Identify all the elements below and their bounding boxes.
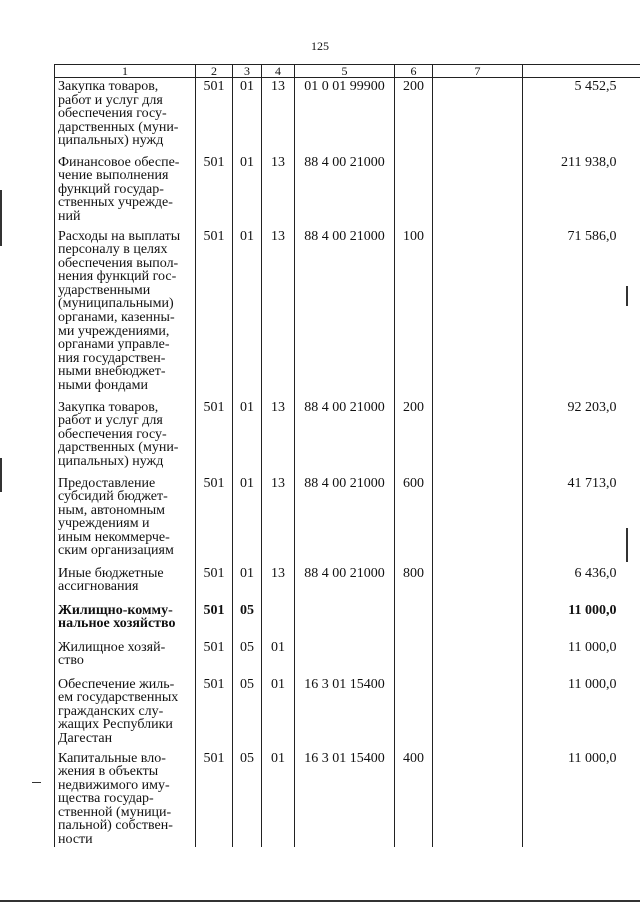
row-col7-cell bbox=[433, 602, 523, 639]
row-col5-cell: 88 4 00 21000 bbox=[295, 228, 395, 399]
row-amount-cell: 11 000,0 bbox=[523, 750, 640, 847]
row-col5-cell: 16 3 01 15400 bbox=[295, 676, 395, 750]
row-col3-cell: 05 bbox=[233, 676, 262, 750]
row-name-cell: Обеспечение жиль- ем государственных гражданских слу- жащих Республики Дагестан bbox=[55, 676, 196, 750]
row-amount-cell: 6 436,0 bbox=[523, 565, 640, 602]
row-col2-cell: 501 bbox=[196, 399, 233, 475]
row-name-cell: Закупка товаров, работ и услуг для обеспечения госу- дарственных (муни- ципальных) нужд bbox=[55, 78, 196, 154]
row-col7-cell bbox=[433, 565, 523, 602]
row-col5-cell: 88 4 00 21000 bbox=[295, 154, 395, 228]
row-col2-cell: 501 bbox=[196, 676, 233, 750]
row-amount-cell: 11 000,0 bbox=[523, 639, 640, 676]
row-col3-cell: 05 bbox=[233, 750, 262, 847]
table-row bbox=[55, 750, 640, 847]
header-col-8 bbox=[523, 65, 640, 78]
header-col-3: 3 bbox=[233, 65, 262, 78]
row-col5-cell bbox=[295, 639, 395, 676]
header-col-6: 6 bbox=[395, 65, 433, 78]
row-col4-cell bbox=[262, 602, 295, 639]
row-name-cell: Финансовое обеспе- чение выполнения функций государ- ственных учрежде- ний bbox=[55, 154, 196, 228]
row-col4-cell: 13 bbox=[262, 154, 295, 228]
row-col3-cell: 05 bbox=[233, 602, 262, 639]
header-col-2: 2 bbox=[196, 65, 233, 78]
budget-table bbox=[54, 64, 640, 847]
row-col6-cell: 400 bbox=[395, 750, 433, 847]
row-col6-cell bbox=[395, 676, 433, 750]
row-col6-cell bbox=[395, 602, 433, 639]
row-col4-cell: 13 bbox=[262, 78, 295, 154]
row-amount-cell: 11 000,0 bbox=[523, 676, 640, 750]
row-amount-cell: 11 000,0 bbox=[523, 602, 640, 639]
row-amount-cell: 92 203,0 bbox=[523, 399, 640, 475]
row-col3-cell: 01 bbox=[233, 78, 262, 154]
row-col5-cell: 88 4 00 21000 bbox=[295, 475, 395, 565]
row-col7-cell bbox=[433, 750, 523, 847]
row-amount-cell: 5 452,5 bbox=[523, 78, 640, 154]
row-col4-cell: 01 bbox=[262, 750, 295, 847]
row-col2-cell: 501 bbox=[196, 639, 233, 676]
row-col3-cell: 01 bbox=[233, 565, 262, 602]
row-name-cell: Предоставление субсидий бюджет- ным, автономным учреждениям и иным некоммерче- ским организациям bbox=[55, 475, 196, 565]
table-row bbox=[55, 602, 640, 639]
row-col7-cell bbox=[433, 676, 523, 750]
row-col3-cell: 01 bbox=[233, 228, 262, 399]
row-col4-cell: 13 bbox=[262, 399, 295, 475]
row-col2-cell: 501 bbox=[196, 750, 233, 847]
row-col2-cell: 501 bbox=[196, 154, 233, 228]
row-col4-cell: 13 bbox=[262, 565, 295, 602]
row-col3-cell: 05 bbox=[233, 639, 262, 676]
table-row bbox=[55, 475, 640, 565]
row-col3-cell: 01 bbox=[233, 399, 262, 475]
row-col7-cell bbox=[433, 639, 523, 676]
table-row bbox=[55, 228, 640, 399]
row-col6-cell: 800 bbox=[395, 565, 433, 602]
row-name-cell: Капитальные вло- жения в объекты недвижимого иму- щества государ- ственной (муници- пальной) собствен- ности bbox=[55, 750, 196, 847]
row-col2-cell: 501 bbox=[196, 602, 233, 639]
row-col6-cell: 200 bbox=[395, 78, 433, 154]
row-name-cell: Расходы на выплаты персоналу в целях обеспечения выпол- нения функций гос- ударственными (муниципальными) органами, казенны- ми учреждениями, органами управле- ния государствен- ными внебюджет- ными фондами bbox=[55, 228, 196, 399]
header-col-5: 5 bbox=[295, 65, 395, 78]
page-number: 125 bbox=[311, 39, 329, 53]
header-col-1: 1 bbox=[55, 65, 196, 78]
row-col2-cell: 501 bbox=[196, 228, 233, 399]
row-col7-cell bbox=[433, 78, 523, 154]
table-row bbox=[55, 565, 640, 602]
row-col5-cell: 88 4 00 21000 bbox=[295, 399, 395, 475]
table-row bbox=[55, 78, 640, 154]
left-edge-mark bbox=[0, 190, 2, 246]
budget-table-container bbox=[54, 64, 640, 847]
row-col6-cell: 200 bbox=[395, 399, 433, 475]
row-col6-cell bbox=[395, 154, 433, 228]
row-col7-cell bbox=[433, 228, 523, 399]
table-row bbox=[55, 399, 640, 475]
table-body bbox=[55, 78, 640, 847]
right-edge-mark bbox=[626, 528, 628, 562]
row-col7-cell bbox=[433, 475, 523, 565]
row-col6-cell: 600 bbox=[395, 475, 433, 565]
header-col-7: 7 bbox=[433, 65, 523, 78]
row-col4-cell: 13 bbox=[262, 228, 295, 399]
row-col6-cell: 100 bbox=[395, 228, 433, 399]
right-edge-mark bbox=[626, 286, 628, 306]
row-col5-cell: 88 4 00 21000 bbox=[295, 565, 395, 602]
table-row bbox=[55, 676, 640, 750]
table-row bbox=[55, 154, 640, 228]
row-col5-cell bbox=[295, 602, 395, 639]
row-col6-cell bbox=[395, 639, 433, 676]
row-col2-cell: 501 bbox=[196, 475, 233, 565]
row-name-cell: Жилищное хозяй- ство bbox=[55, 639, 196, 676]
row-col7-cell bbox=[433, 399, 523, 475]
row-amount-cell: 41 713,0 bbox=[523, 475, 640, 565]
row-col3-cell: 01 bbox=[233, 475, 262, 565]
row-name-cell: Иные бюджетные ассигнования bbox=[55, 565, 196, 602]
row-amount-cell: 71 586,0 bbox=[523, 228, 640, 399]
row-name-cell: Закупка товаров, работ и услуг для обеспечения госу- дарственных (муни- ципальных) нужд bbox=[55, 399, 196, 475]
row-col5-cell: 01 0 01 99900 bbox=[295, 78, 395, 154]
bottom-edge-line bbox=[0, 900, 640, 902]
left-edge-mark bbox=[32, 782, 41, 783]
row-col3-cell: 01 bbox=[233, 154, 262, 228]
table-row bbox=[55, 639, 640, 676]
row-col4-cell: 13 bbox=[262, 475, 295, 565]
left-edge-mark bbox=[0, 458, 2, 492]
row-name-cell: Жилищно-комму- нальное хозяйство bbox=[55, 602, 196, 639]
row-col2-cell: 501 bbox=[196, 78, 233, 154]
row-col4-cell: 01 bbox=[262, 639, 295, 676]
row-amount-cell: 211 938,0 bbox=[523, 154, 640, 228]
header-col-4: 4 bbox=[262, 65, 295, 78]
row-col4-cell: 01 bbox=[262, 676, 295, 750]
row-col7-cell bbox=[433, 154, 523, 228]
row-col2-cell: 501 bbox=[196, 565, 233, 602]
table-header-row bbox=[55, 65, 640, 78]
row-col5-cell: 16 3 01 15400 bbox=[295, 750, 395, 847]
